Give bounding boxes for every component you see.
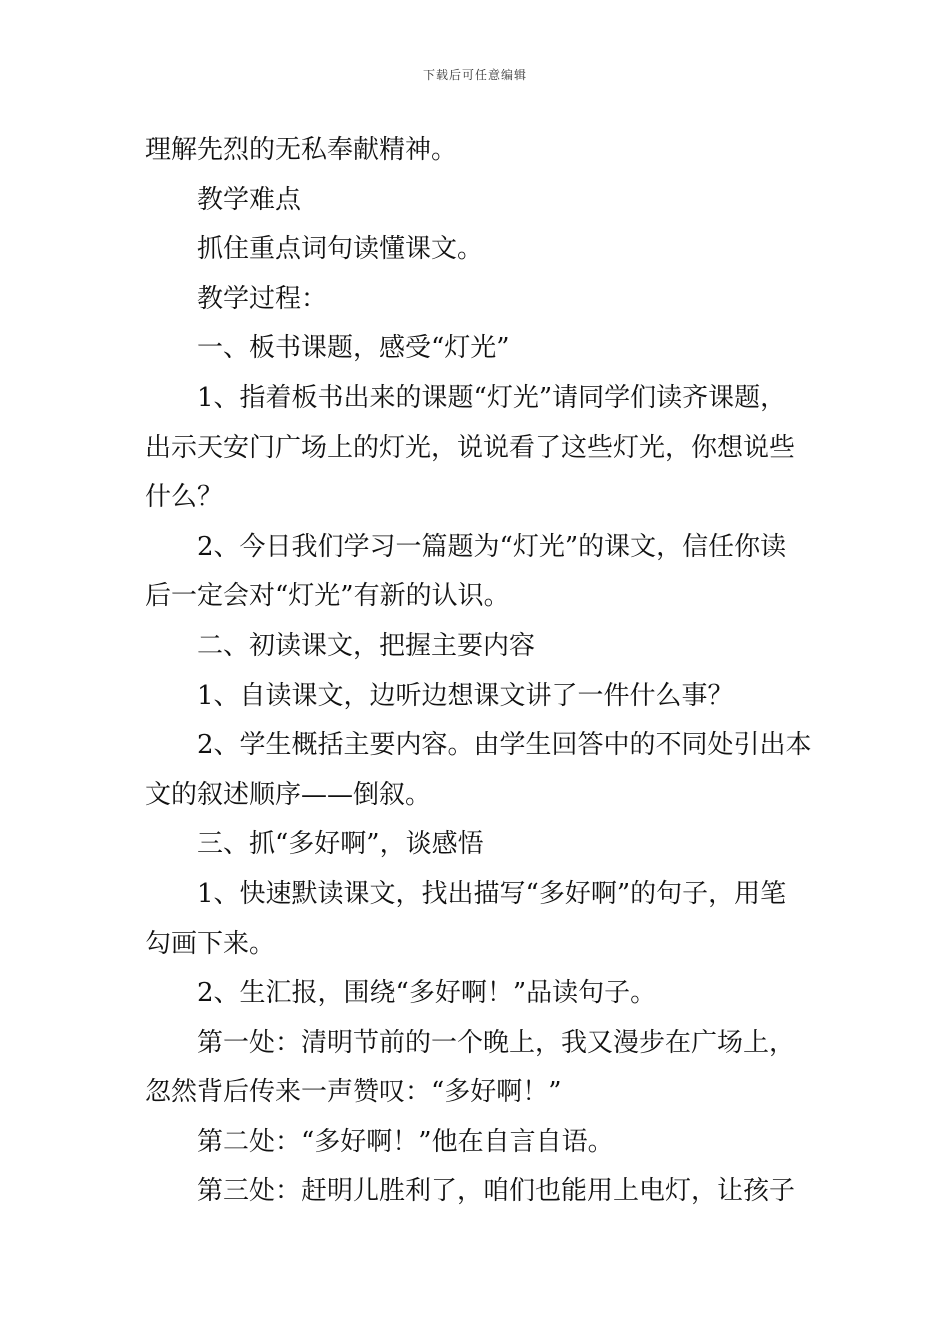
text-line: 教学难点	[197, 184, 302, 215]
text-line: 2、今日我们学习一篇题为“灯光”的课文，信任你读	[197, 531, 787, 562]
text-line: 什么？	[145, 482, 224, 513]
page-header: 下载后可任意编辑	[422, 68, 527, 82]
text-line: 1、指着板书出来的课题“灯光”请同学们读齐课题，	[197, 382, 787, 413]
text-line: 第三处：赶明儿胜利了，咱们也能用上电灯，让孩子	[197, 1176, 796, 1207]
text-line: 第二处：“多好啊！”他在自言自语。	[197, 1126, 614, 1157]
text-line: 文的叙述顺序——倒叙。	[145, 779, 432, 810]
text-line: 忽然背后传来一声赞叹：“多好啊！”	[145, 1077, 562, 1108]
text-line: 1、快速默读课文，找出描写“多好啊”的句子，用笔	[197, 878, 787, 909]
text-line: 抓住重点词句读懂课文。	[197, 234, 484, 265]
text-line: 后一定会对“灯光”有新的认识。	[145, 581, 510, 612]
text-line: 出示天安门广场上的灯光，说说看了这些灯光，你想说些	[145, 432, 796, 463]
text-line: 第一处：清明节前的一个晚上，我又漫步在广场上，	[197, 1027, 796, 1058]
text-line: 理解先烈的无私奉献精神。	[145, 135, 458, 165]
text-line: 一、板书课题，感受“灯光”	[197, 333, 510, 364]
text-line: 二、初读课文，把握主要内容	[197, 630, 536, 661]
text-line: 教学过程：	[197, 283, 328, 314]
text-line: 2、学生概括主要内容。由学生回答中的不同处引出本	[197, 730, 812, 761]
text-line: 三、抓“多好啊”，谈感悟	[197, 829, 484, 860]
text-line: 勾画下来。	[145, 928, 276, 959]
text-line: 2、生汇报，围绕“多好啊！”品读句子。	[197, 978, 657, 1009]
text-line: 1、自读课文，边听边想课文讲了一件什么事？	[197, 680, 734, 711]
document-body	[145, 126, 810, 1217]
